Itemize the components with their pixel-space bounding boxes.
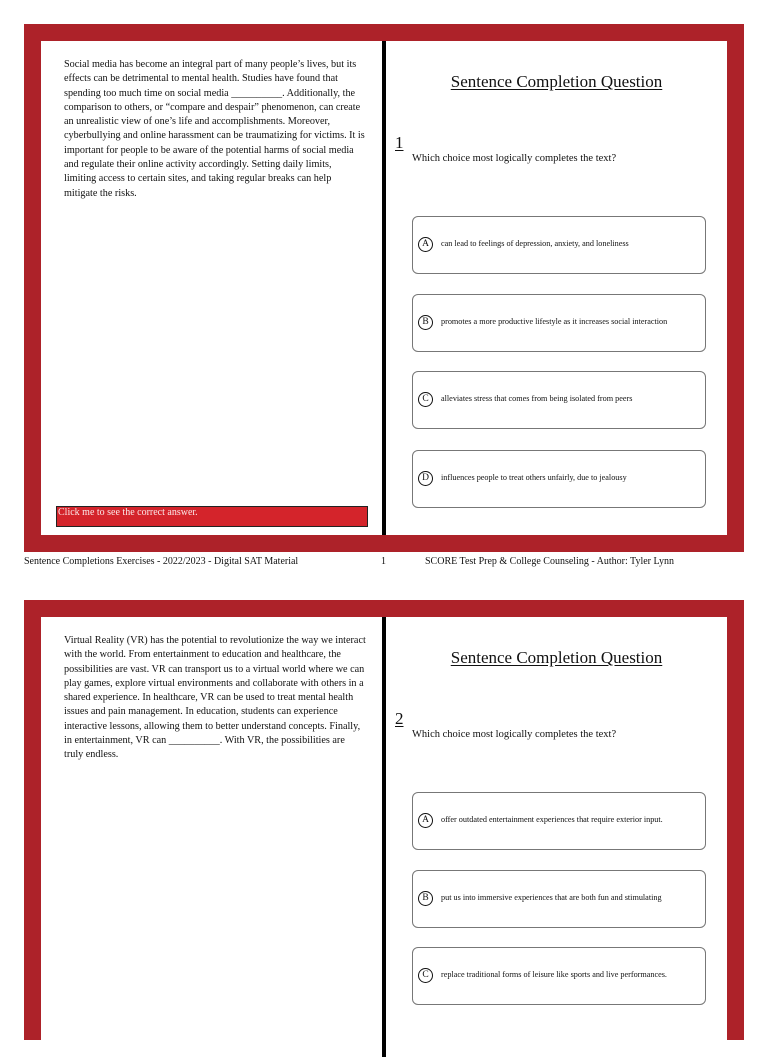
question-panel bbox=[386, 617, 727, 1057]
choice-c[interactable] bbox=[412, 947, 706, 1005]
passage-panel bbox=[41, 617, 382, 1057]
choice-text: put us into immersive experiences that are both fun and stimulating bbox=[441, 893, 662, 902]
choice-c[interactable] bbox=[412, 371, 706, 429]
footer-left: Sentence Completions Exercises - 2022/2023 - Digital SAT Material bbox=[24, 556, 299, 567]
choice-letter: A bbox=[418, 813, 433, 828]
question-number: 1 bbox=[395, 133, 404, 152]
choice-text: alleviates stress that comes from being isolated from peers bbox=[441, 394, 633, 403]
question-number: 2 bbox=[395, 709, 404, 728]
question-card-1 bbox=[24, 24, 744, 552]
choice-letter: B bbox=[418, 315, 433, 330]
choice-text: offer outdated entertainment experiences that require exterior input. bbox=[441, 815, 663, 824]
question-prompt: Which choice most logically completes the text? bbox=[412, 153, 617, 164]
choice-letter: C bbox=[418, 968, 433, 983]
passage-text: Social media has become an integral part of many people’s lives, but its effects can be detrimental to mental health. Studies have found that spending too much time on social media __________. Additionally, the comparison to others, or “compare and despair” phenomenon, can create an unrealistic view of one’s life and accomplishments. Moreover, cyberbullying and online harassment can be traumatizing for victims. It is important for people to be aware of the potential harms of social media and regulate their online activity accordingly. Setting daily limits, limiting access to certain sites, and taking regular breaks can help mitigate the risks. bbox=[64, 59, 365, 199]
choice-letter: A bbox=[418, 237, 433, 252]
passage-panel bbox=[41, 41, 382, 535]
choice-b[interactable] bbox=[412, 294, 706, 352]
choice-a[interactable] bbox=[412, 216, 706, 274]
choice-letter: D bbox=[418, 471, 433, 486]
footer-right: SCORE Test Prep & College Counseling - Author: Tyler Lynn bbox=[425, 556, 675, 567]
choice-a[interactable] bbox=[412, 792, 706, 850]
choice-b[interactable] bbox=[412, 870, 706, 928]
choice-text: replace traditional forms of leisure like sports and live performances. bbox=[441, 970, 667, 979]
choice-letter: B bbox=[418, 891, 433, 906]
question-card-2 bbox=[24, 600, 744, 1040]
footer-page-number: 1 bbox=[381, 556, 386, 567]
question-title: Sentence Completion Question bbox=[450, 72, 663, 91]
choice-text: can lead to feelings of depression, anxiety, and loneliness bbox=[441, 239, 629, 248]
choice-text: influences people to treat others unfairly, due to jealousy bbox=[441, 473, 627, 482]
question-title: Sentence Completion Question bbox=[450, 648, 663, 667]
show-answer-button[interactable]: Click me to see the correct answer. bbox=[56, 506, 368, 527]
question-panel bbox=[386, 41, 727, 535]
passage-text: Virtual Reality (VR) has the potential to revolutionize the way we interact with the world. From entertainment to education and healthcare, the possibilities are vast. VR can transport us to a virtual world where we can play games, explore virtual environments and collaborate with others in a shared experience. In healthcare, VR can be used to treat mental health issues and pain management. In education, students can experience interactive lessons, allowing them to better understand concepts. Finally, in entertainment, VR can __________. With VR, the possibilities are truly endless. bbox=[64, 635, 366, 761]
question-prompt: Which choice most logically completes the text? bbox=[412, 729, 617, 740]
choice-letter: C bbox=[418, 392, 433, 407]
choice-text: promotes a more productive lifestyle as it increases social interaction bbox=[441, 317, 668, 326]
choice-d[interactable] bbox=[412, 450, 706, 508]
